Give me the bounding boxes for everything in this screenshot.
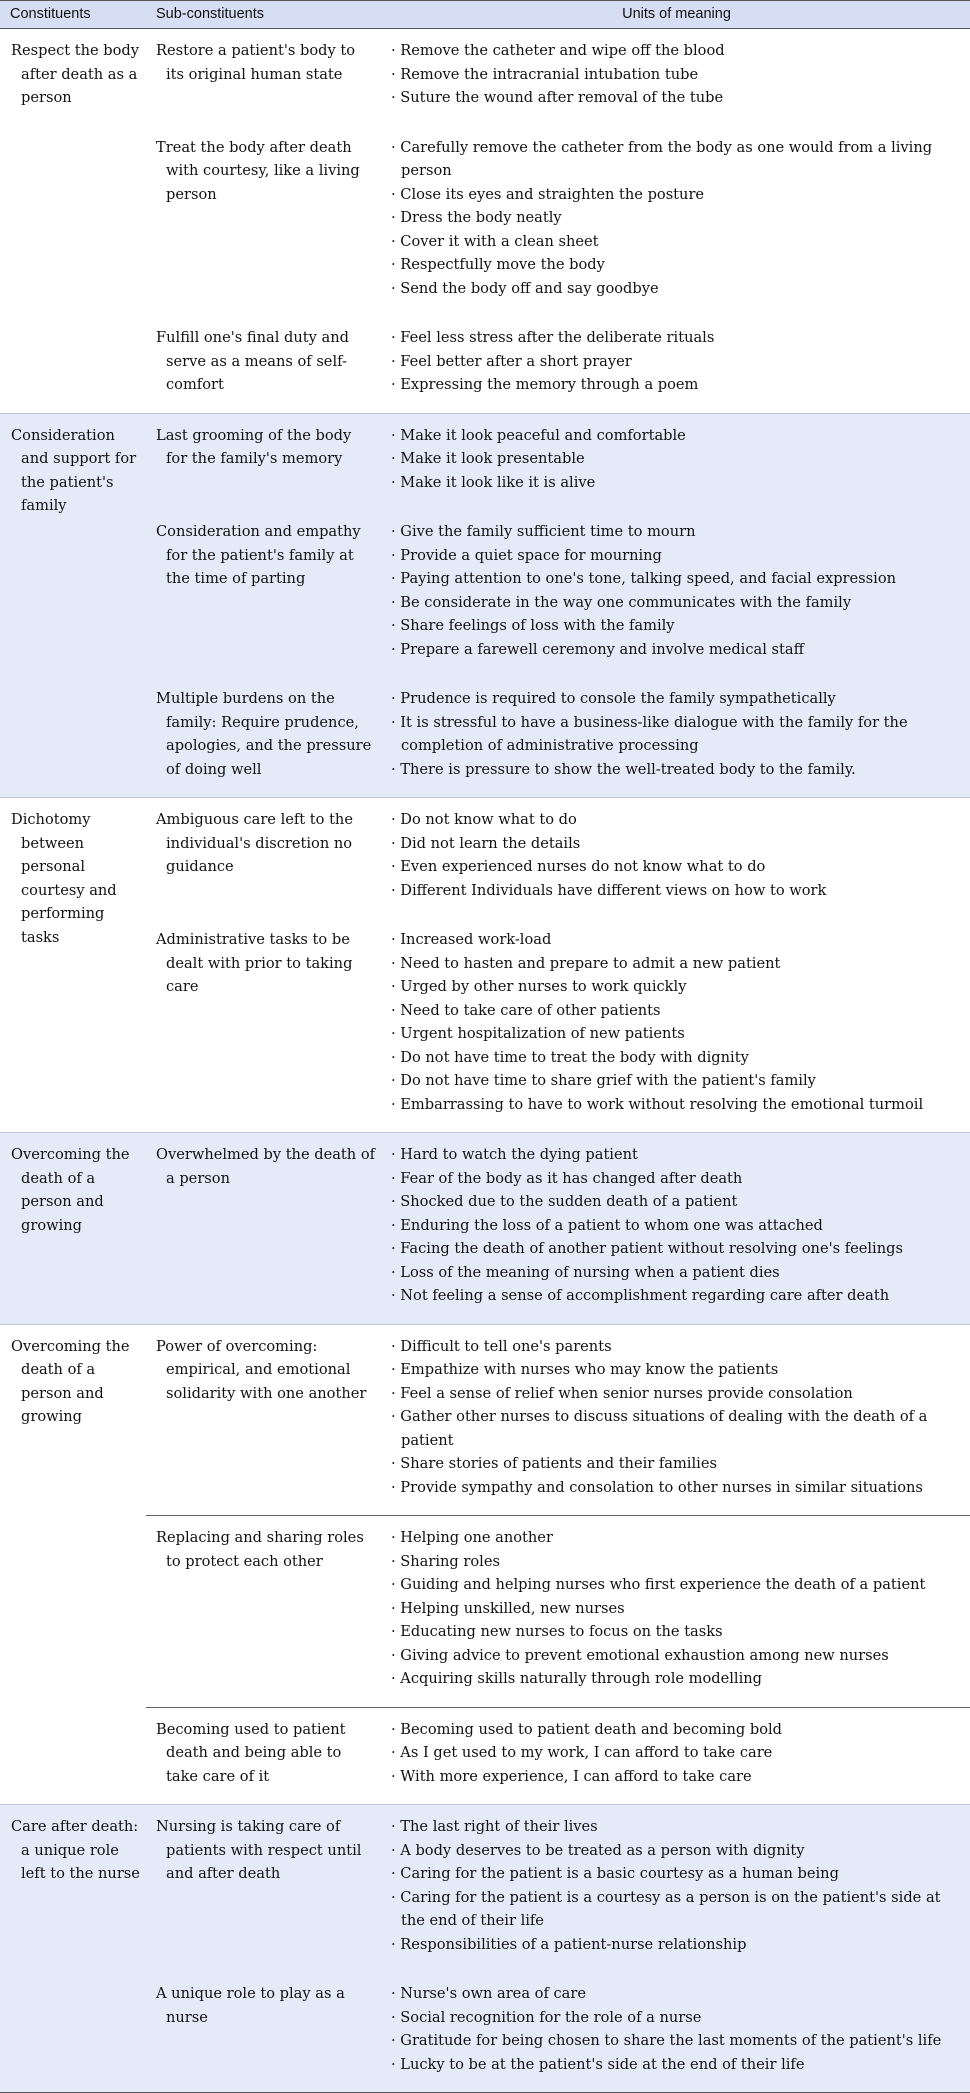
unit-of-meaning-item: · Acquiring skills naturally through role modelling xyxy=(391,1667,966,1691)
sub-constituent-label: Overwhelmed by the death of a person xyxy=(156,1146,376,1187)
constituent-cell xyxy=(0,1133,146,1325)
header-units-of-meaning: Units of meaning xyxy=(383,1,970,29)
unit-of-meaning-item: · Caring for the patient is a basic courtesy as a human being xyxy=(391,1862,966,1886)
unit-of-meaning-item: · Remove the catheter and wipe off the blood xyxy=(391,39,966,63)
units-of-meaning-cell xyxy=(383,316,970,413)
sub-constituent-cell xyxy=(146,1133,383,1325)
table-row xyxy=(0,29,970,126)
unit-of-meaning-item: · Helping one another xyxy=(391,1526,966,1550)
sub-constituent-cell xyxy=(146,126,383,317)
table-row xyxy=(0,1324,970,1516)
unit-of-meaning-item: · Need to hasten and prepare to admit a new patient xyxy=(391,952,966,976)
unit-of-meaning-item: · Empathize with nurses who may know the patients xyxy=(391,1358,966,1382)
unit-of-meaning-item: · It is stressful to have a business-like dialogue with the family for the completion of administrative processing xyxy=(391,711,966,758)
unit-of-meaning-item: · Giving advice to prevent emotional exhaustion among new nurses xyxy=(391,1644,966,1668)
unit-of-meaning-item: · Need to take care of other patients xyxy=(391,999,966,1023)
unit-of-meaning-item: · Do not have time to treat the body with dignity xyxy=(391,1046,966,1070)
sub-constituent-label: Ambiguous care left to the individual's discretion no guidance xyxy=(156,811,353,875)
unit-of-meaning-item: · Feel a sense of relief when senior nurses provide consolation xyxy=(391,1382,966,1406)
sub-constituent-label: Treat the body after death with courtesy, like a living person xyxy=(156,138,360,203)
unit-of-meaning-item: · The last right of their lives xyxy=(391,1815,966,1839)
unit-of-meaning-item: · With more experience, I can afford to take care xyxy=(391,1765,966,1789)
unit-of-meaning-item: · Helping unskilled, new nurses xyxy=(391,1597,966,1621)
unit-of-meaning-item: · Make it look peaceful and comfortable xyxy=(391,424,966,448)
unit-of-meaning-item: · Respectfully move the body xyxy=(391,253,966,277)
header-constituents: Constituents xyxy=(0,1,146,29)
unit-of-meaning-item: · Prudence is required to console the family sympathetically xyxy=(391,687,966,711)
unit-of-meaning-item: · Do not know what to do xyxy=(391,808,966,832)
table-row xyxy=(0,1972,970,2093)
unit-of-meaning-item: · Not feeling a sense of accomplishment regarding care after death xyxy=(391,1284,966,1308)
sub-constituent-label: Multiple burdens on the family: Require prudence, apologies, and the pressure of doing well xyxy=(156,690,372,778)
constituent-group xyxy=(0,1324,970,1805)
unit-of-meaning-item: · Feel less stress after the deliberate rituals xyxy=(391,326,966,350)
unit-of-meaning-item: · Provide a quiet space for mourning xyxy=(391,544,966,568)
units-of-meaning-cell xyxy=(383,798,970,919)
constituent-group xyxy=(0,798,970,1133)
sub-constituent-label: Consideration and empathy for the patient's family at the time of parting xyxy=(156,523,361,587)
unit-of-meaning-item: · Urgent hospitalization of new patients xyxy=(391,1022,966,1046)
sub-constituent-label: Fulfill one's final duty and serve as a means of self-comfort xyxy=(156,329,349,393)
unit-of-meaning-item: · Nurse's own area of care xyxy=(391,1982,966,2006)
unit-of-meaning-item: · Carefully remove the catheter from the body as one would from a living person xyxy=(391,136,966,183)
unit-of-meaning-item: · Share stories of patients and their families xyxy=(391,1452,966,1476)
constituent-label: Respect the body after death as a person xyxy=(11,42,140,106)
unit-of-meaning-item: · Provide sympathy and consolation to other nurses in similar situations xyxy=(391,1476,966,1500)
unit-of-meaning-item: · Give the family sufficient time to mourn xyxy=(391,520,966,544)
unit-of-meaning-item: · Feel better after a short prayer xyxy=(391,350,966,374)
unit-of-meaning-item: · Increased work-load xyxy=(391,928,966,952)
unit-of-meaning-item: · Sharing roles xyxy=(391,1550,966,1574)
table-row xyxy=(0,510,970,677)
unit-of-meaning-item: · Prepare a farewell ceremony and involve medical staff xyxy=(391,638,966,662)
constituent-cell xyxy=(0,1805,146,2093)
sub-constituent-label: Power of overcoming: empirical, and emotional solidarity with one another xyxy=(156,1337,367,1402)
unit-of-meaning-item: · As I get used to my work, I can afford to take care xyxy=(391,1741,966,1765)
units-of-meaning-cell xyxy=(383,1324,970,1516)
constituent-cell xyxy=(0,29,146,414)
unit-of-meaning-item: · Gather other nurses to discuss situations of dealing with the death of a patient xyxy=(391,1405,966,1452)
constituent-label: Care after death: a unique role left to the nurse xyxy=(11,1818,140,1882)
sub-constituent-label: A unique role to play as a nurse xyxy=(156,1985,345,2026)
constituent-cell xyxy=(0,1324,146,1805)
unit-of-meaning-item: · Becoming used to patient death and becoming bold xyxy=(391,1718,966,1742)
constituent-label: Consideration and support for the patient's family xyxy=(11,426,137,514)
unit-of-meaning-item: · Facing the death of another patient without resolving one's feelings xyxy=(391,1237,966,1261)
sub-constituent-cell xyxy=(146,1516,383,1708)
sub-constituent-cell xyxy=(146,1707,383,1805)
unit-of-meaning-item: · Different Individuals have different views on how to work xyxy=(391,879,966,903)
sub-constituent-label: Nursing is taking care of patients with respect until and after death xyxy=(156,1818,362,1882)
table-row xyxy=(0,413,970,510)
unit-of-meaning-item: · Urged by other nurses to work quickly xyxy=(391,975,966,999)
unit-of-meaning-item: · Be considerate in the way one communicates with the family xyxy=(391,591,966,615)
unit-of-meaning-item: · Guiding and helping nurses who first experience the death of a patient xyxy=(391,1573,966,1597)
sub-constituent-cell xyxy=(146,918,383,1133)
table-header-row xyxy=(0,1,970,29)
table-row xyxy=(0,1133,970,1325)
unit-of-meaning-item: · Enduring the loss of a patient to whom one was attached xyxy=(391,1214,966,1238)
unit-of-meaning-item: · Caring for the patient is a courtesy as a person is on the patient's side at the end of their life xyxy=(391,1886,966,1933)
constituent-group xyxy=(0,1805,970,2093)
constituent-group xyxy=(0,29,970,414)
table-row xyxy=(0,1516,970,1708)
constituent-label: Dichotomy between personal courtesy and performing tasks xyxy=(11,811,117,946)
unit-of-meaning-item: · Make it look presentable xyxy=(391,447,966,471)
constituent-label: Overcoming the death of a person and growing xyxy=(11,1146,130,1234)
unit-of-meaning-item: · Close its eyes and straighten the posture xyxy=(391,183,966,207)
unit-of-meaning-item: · Dress the body neatly xyxy=(391,206,966,230)
units-of-meaning-cell xyxy=(383,1707,970,1805)
unit-of-meaning-item: · Social recognition for the role of a nurse xyxy=(391,2006,966,2030)
sub-constituent-label: Restore a patient's body to its original human state xyxy=(156,42,355,83)
table-row xyxy=(0,316,970,413)
sub-constituent-cell xyxy=(146,413,383,510)
units-of-meaning-cell xyxy=(383,126,970,317)
constituent-group xyxy=(0,1133,970,1325)
units-of-meaning-cell xyxy=(383,413,970,510)
header-sub-constituents: Sub-constituents xyxy=(146,1,383,29)
unit-of-meaning-item: · Do not have time to share grief with the patient's family xyxy=(391,1069,966,1093)
unit-of-meaning-item: · Make it look like it is alive xyxy=(391,471,966,495)
sub-constituent-cell xyxy=(146,677,383,798)
sub-constituent-cell xyxy=(146,1324,383,1516)
sub-constituent-cell xyxy=(146,29,383,126)
units-of-meaning-cell xyxy=(383,1805,970,1973)
units-of-meaning-cell xyxy=(383,510,970,677)
table-row xyxy=(0,798,970,919)
units-of-meaning-cell xyxy=(383,1516,970,1708)
constituent-cell xyxy=(0,413,146,798)
unit-of-meaning-item: · Share feelings of loss with the family xyxy=(391,614,966,638)
sub-constituent-label: Last grooming of the body for the family's memory xyxy=(156,426,352,467)
unit-of-meaning-item: · Difficult to tell one's parents xyxy=(391,1335,966,1359)
unit-of-meaning-item: · Hard to watch the dying patient xyxy=(391,1143,966,1167)
unit-of-meaning-item: · Loss of the meaning of nursing when a patient dies xyxy=(391,1261,966,1285)
unit-of-meaning-item: · Did not learn the details xyxy=(391,832,966,856)
table-row xyxy=(0,126,970,317)
constituent-cell xyxy=(0,798,146,1133)
unit-of-meaning-item: · Even experienced nurses do not know what to do xyxy=(391,855,966,879)
unit-of-meaning-item: · Embarrassing to have to work without resolving the emotional turmoil xyxy=(391,1093,966,1117)
units-of-meaning-cell xyxy=(383,1972,970,2093)
unit-of-meaning-item: · Paying attention to one's tone, talking speed, and facial expression xyxy=(391,567,966,591)
units-of-meaning-cell xyxy=(383,918,970,1133)
sub-constituent-label: Becoming used to patient death and being able to take care of it xyxy=(156,1720,346,1785)
unit-of-meaning-item: · Send the body off and say goodbye xyxy=(391,277,966,301)
constituent-label: Overcoming the death of a person and growing xyxy=(11,1337,130,1425)
unit-of-meaning-item: · Cover it with a clean sheet xyxy=(391,230,966,254)
unit-of-meaning-item: · A body deserves to be treated as a person with dignity xyxy=(391,1839,966,1863)
units-of-meaning-cell xyxy=(383,677,970,798)
constituent-group xyxy=(0,413,970,798)
units-of-meaning-cell xyxy=(383,1133,970,1325)
sub-constituent-label: Replacing and sharing roles to protect each other xyxy=(156,1529,364,1570)
units-of-meaning-cell xyxy=(383,29,970,126)
sub-constituent-cell xyxy=(146,798,383,919)
unit-of-meaning-item: · Remove the intracranial intubation tube xyxy=(391,63,966,87)
sub-constituent-cell xyxy=(146,316,383,413)
unit-of-meaning-item: · Suture the wound after removal of the tube xyxy=(391,86,966,110)
sub-constituent-label: Administrative tasks to be dealt with prior to taking care xyxy=(156,931,353,995)
unit-of-meaning-item: · Gratitude for being chosen to share the last moments of the patient's life xyxy=(391,2029,966,2053)
sub-constituent-cell xyxy=(146,510,383,677)
unit-of-meaning-item: · Educating new nurses to focus on the tasks xyxy=(391,1620,966,1644)
unit-of-meaning-item: · There is pressure to show the well-treated body to the family. xyxy=(391,758,966,782)
table-row xyxy=(0,1805,970,1973)
unit-of-meaning-item: · Responsibilities of a patient-nurse relationship xyxy=(391,1933,966,1957)
table-row xyxy=(0,677,970,798)
sub-constituent-cell xyxy=(146,1972,383,2093)
unit-of-meaning-item: · Expressing the memory through a poem xyxy=(391,373,966,397)
unit-of-meaning-item: · Shocked due to the sudden death of a patient xyxy=(391,1190,966,1214)
table-row xyxy=(0,918,970,1133)
unit-of-meaning-item: · Fear of the body as it has changed after death xyxy=(391,1167,966,1191)
sub-constituent-cell xyxy=(146,1805,383,1973)
unit-of-meaning-item: · Lucky to be at the patient's side at the end of their life xyxy=(391,2053,966,2077)
table-row xyxy=(0,1707,970,1805)
